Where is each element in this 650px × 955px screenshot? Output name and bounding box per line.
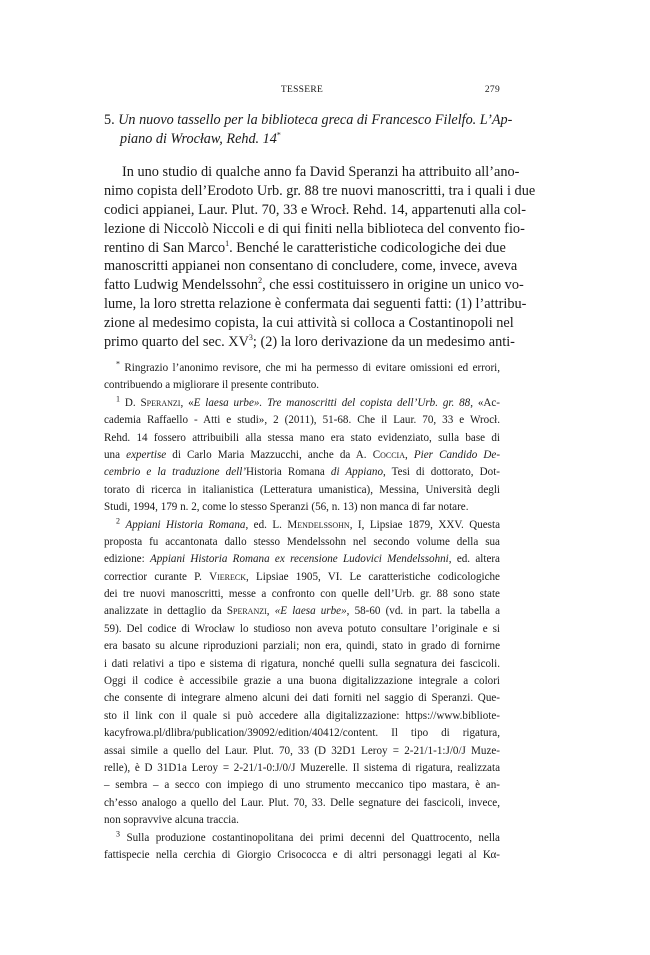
body-line: zione al medesimo copista, la cui attività si colloca a Costantinopoli nel	[104, 315, 514, 332]
footnote-line: sto il link con il quale si può accedere alla digitalizzazione: https://www.bibliote-	[104, 709, 500, 722]
footnote-line: era basato su alcune riproduzioni parziali; non era, quindi, stato in grado di fornirne	[104, 640, 500, 653]
footnote-line: – sembra – a secco con impiego di uno strumento meccanico tipo mastara, è an-	[104, 779, 500, 792]
page-number: 279	[484, 85, 500, 95]
footnote-line: Studi, 1994, 179 n. 2, come lo stesso Speranzi (56, n. 13) non manca di far notare.	[104, 501, 469, 514]
footnote-line: Rehd. 14 fossero attribuibili alla stessa mano era stato evidenziato, sulla base di	[104, 431, 500, 444]
section-title-part-2: piano di Wrocław, Rehd. 14	[120, 131, 277, 147]
footnote-line: cembrio e la traduzione dell’Historia Romana di Appiano, Tesi di dottorato, Dot-	[104, 466, 500, 479]
footnote-line: contribuendo a migliorare il presente contributo.	[104, 379, 320, 392]
body-line: fatto Ludwig Mendelssohn$^2$, che essi costituissero in origine un unico vo-	[104, 276, 524, 294]
footnote-line: dei tre nuovi manoscritti, messe a confronto con quelle dell’Urb. gr. 88 sono state	[104, 588, 500, 601]
footnote-line: torato di ricerca in italianistica (Letteratura umanistica), Messina, Università degli	[104, 483, 500, 496]
footnote-line: una expertise di Carlo Maria Mazzucchi, anche da A. Coccia, Pier Candido De-	[104, 448, 501, 461]
body-line: primo quarto del sec. $XV^3$; (2) la loro derivazione da un medesimo anti-	[104, 333, 515, 351]
footnote-line: cademia Raffaello - Atti e studi», 2 (2011), 51-68. Che il Laur. 70, 33 e Wrocł.	[104, 414, 500, 427]
footnote-3: $^3$ Sulla produzione costantinopolitana dei primi decenni del Quattrocento, nella	[116, 828, 500, 844]
body-text	[104, 163, 536, 352]
footnote-line: proposta fu accantonata dallo stesso Mendelssohn nel secondo volume della sua	[104, 535, 500, 548]
section-title-part-1: Un nuovo tassello per la biblioteca greca di Francesco Filelfo. L’Ap-	[118, 112, 513, 128]
footnote-ref: 1	[225, 238, 230, 248]
body-line: rentino di San Marco$^1$. Benché le caratteristiche codicologiche dei due	[104, 238, 506, 256]
footnote-star: * Ringrazio l’anonimo revisore, che mi ha permesso di evitare omissioni ed errori,	[116, 359, 500, 374]
footnotes	[104, 360, 500, 864]
body-line: manoscritti appianei non consentano di concludere, come, invece, aveva	[104, 258, 518, 275]
footnote-line: i dati relativi a tipo e sistema di rigatura, nonché quelli sulla segnatura dei fascicoli.	[104, 657, 500, 670]
footnote-line: fattispecie nella cerchia di Giorgio Crisococca e di altri personaggi legati al Κα-	[104, 848, 500, 861]
running-head-title: TESSERE	[280, 85, 324, 95]
body-line: codici appianei, Laur. Plut. 70, 33 e Wrocł. Rehd. 14, appartenuti alla col-	[104, 201, 526, 218]
footnote-line: 59). Del codice di Wrocław lo studioso non aveva potuto consultare l’originale e si	[104, 622, 500, 635]
footnote-line: kacyfrowa.pl/dlibra/publication/39092/edition/40412/content. Il tipo di rigatura,	[104, 727, 500, 740]
body-line: lume, la loro stretta relazione è confermata dai seguenti fatti: (1) l’attribu-	[104, 296, 527, 313]
footnote-line: che consente di integrare almeno alcuni dei dati forniti nel saggio di Speranzi. Que-	[104, 692, 500, 705]
running-head	[104, 85, 500, 101]
section-number: 5.	[104, 112, 115, 128]
acknowledgement-mark: *	[276, 130, 281, 140]
footnote-line: ch’esso analogo a quello del Laur. Plut. 70, 33. Delle segnature dei fascicoli, invece,	[104, 796, 500, 809]
footnote-line: assai simile a quello del Laur. Plut. 70, 33 (D 32D1 Leroy = 2-21/1-1:J/0/J Muze-	[104, 744, 500, 757]
body-line: lezione di Niccolò Niccoli e di qui finiti nella biblioteca del convento fio-	[104, 220, 525, 237]
footnote-1: $^1$ D. Speranzi, «E laesa urbe». Tre manoscritti del copista dell’Urb. gr. 88, «Ac-	[116, 394, 500, 409]
footnote-line: Oggi il codice è accessibile grazie a una buona digitalizzazione integrale a colori	[104, 675, 500, 688]
footnote-ref: 3	[248, 333, 253, 343]
footnote-line: edizione: Appiani Historia Romana ex recensione Ludovici Mendelssohni, ed. altera	[104, 553, 500, 566]
footnote-line: correctior curante P. Viereck, Lipsiae 1905, VI. Le caratteristiche codicologiche	[104, 570, 500, 583]
footnote-2: $^2$ Appiani Historia Romana, ed. L. Mendelssohn, I, Lipsiae 1879, XXV. Questa	[116, 515, 500, 531]
body-line: In uno studio di qualche anno fa David Speranzi ha attribuito all’ano-	[122, 164, 520, 180]
body-line: nimo copista dell’Erodoto Urb. gr. 88 tre nuovi manoscritti, tra i quali i due	[104, 182, 536, 199]
footnote-ref: 2	[258, 276, 263, 286]
footnote-line: relle), è D 31D1a Leroy = 2-21/1-0:J/0/J Muzerelle. Il sistema di rigatura, realizzata	[104, 761, 500, 774]
section-heading	[104, 111, 513, 149]
section-heading-line-2	[104, 130, 500, 149]
footnote-line: analizzate in dettaglio da Speranzi, «E laesa urbe», 58-60 (vd. in part. la tabella a	[104, 605, 501, 618]
section-heading-line-1	[104, 111, 513, 130]
footnote-line: non sopravvive alcuna traccia.	[104, 814, 239, 827]
